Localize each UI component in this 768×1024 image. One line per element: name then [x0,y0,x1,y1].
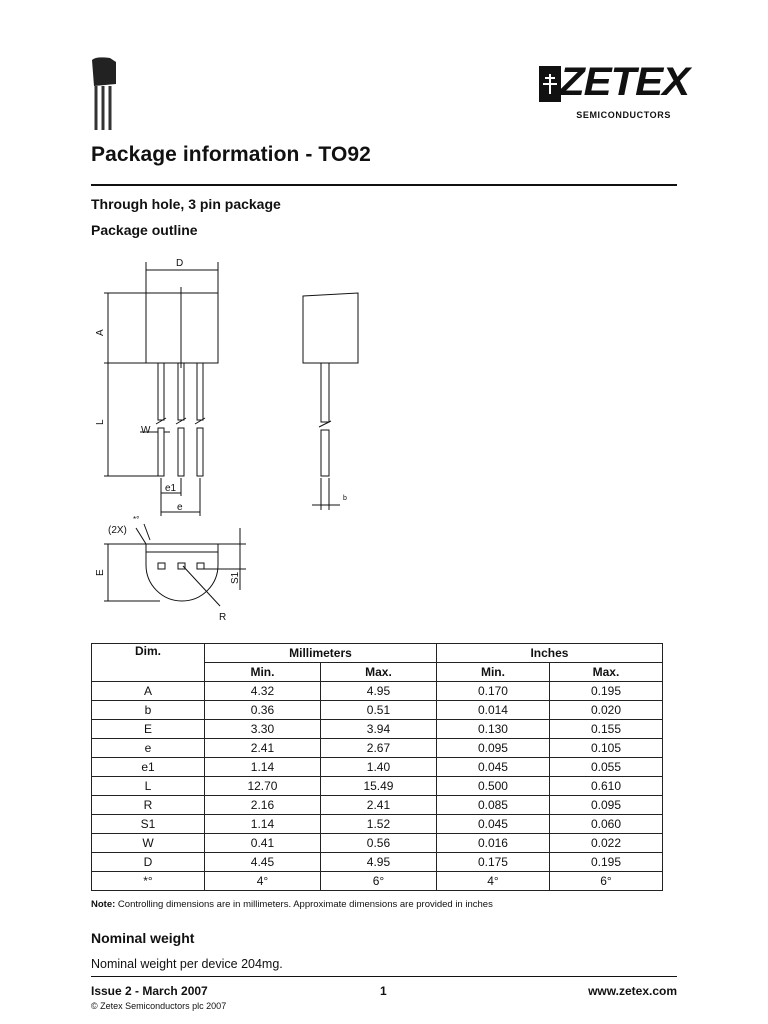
in-max-cell: 0.055 [549,758,662,777]
in-max-cell: 0.195 [549,682,662,701]
page-title: Package information - TO92 [91,143,371,166]
mm-min-cell: 1.14 [205,758,321,777]
dim-label-D: D [176,258,184,269]
table-row [92,834,663,853]
table-row [92,701,663,720]
mm-max-cell: 4.95 [320,853,436,872]
table-note [91,899,493,910]
note-text: Controlling dimensions are in millimeters. Approximate dimensions are provided in inches [115,899,493,910]
mm-min-cell: 4.32 [205,682,321,701]
in-min-cell: 0.045 [436,758,549,777]
dim-header: Dim. [92,644,205,682]
in-min-cell: 0.085 [436,796,549,815]
dim-label-S1: S1 [230,571,241,584]
mm-min-cell: 0.36 [205,701,321,720]
dim-cell: b [92,701,205,720]
lead-middle-lower [178,428,184,476]
weight-text: Nominal weight per device 204mg. [91,957,283,971]
in-min-cell: 0.500 [436,777,549,796]
dimensions-table [91,643,663,891]
in-max-cell: 0.095 [549,796,662,815]
in-max-cell: 0.060 [549,815,662,834]
mm-max-cell: 4.95 [320,682,436,701]
dim-label-L: L [95,419,106,425]
mm-max-header: Max. [320,663,436,682]
dim-cell: R [92,796,205,815]
section-heading-outline: Package outline [91,222,198,238]
logo-subtitle: SEMICONDUCTORS [576,110,671,120]
mm-max-cell: 2.67 [320,739,436,758]
dim-label-e1: e1 [165,483,177,494]
dim-cell: e1 [92,758,205,777]
dim-label-e: e [177,502,183,513]
dim-cell: D [92,853,205,872]
mm-min-cell: 4° [205,872,321,891]
side-body-outline [303,293,358,363]
dim-label-2x: (2X) [108,525,127,536]
dim-cell: W [92,834,205,853]
dim-cell: L [92,777,205,796]
footer-page-number: 1 [380,984,387,998]
footer-issue: Issue 2 - March 2007 [91,984,208,998]
lead-left-upper [158,363,164,420]
dim-label-angle: *° [133,515,140,524]
mm-max-cell: 0.51 [320,701,436,720]
dim-label-b: b [343,495,347,502]
in-max-cell: 0.022 [549,834,662,853]
mm-max-cell: 1.40 [320,758,436,777]
table-row [92,777,663,796]
lead-left-lower [158,428,164,476]
table-row [92,796,663,815]
logo-text: ZETEX [559,60,690,104]
mm-min-cell: 3.30 [205,720,321,739]
dim-label-W: W [141,425,151,436]
note-label: Note: [91,899,116,910]
mm-min-cell: 2.16 [205,796,321,815]
in-min-cell: 0.170 [436,682,549,701]
table-header-row [92,644,663,663]
mm-min-cell: 4.45 [205,853,321,872]
in-max-cell: 0.105 [549,739,662,758]
mm-min-cell: 12.70 [205,777,321,796]
table-row [92,853,663,872]
dim-label-E: E [95,569,106,576]
in-min-cell: 0.130 [436,720,549,739]
in-max-cell: 0.195 [549,853,662,872]
footer-copyright: © Zetex Semiconductors plc 2007 [91,1001,227,1011]
table-row [92,720,663,739]
dim-label-A: A [95,329,106,336]
mm-max-cell: 6° [320,872,436,891]
in-min-cell: 0.014 [436,701,549,720]
in-min-cell: 0.045 [436,815,549,834]
in-min-cell: 4° [436,872,549,891]
in-max-cell: 0.020 [549,701,662,720]
page-subtitle: Through hole, 3 pin package [91,196,281,212]
mm-max-cell: 15.49 [320,777,436,796]
footer-url[interactable]: www.zetex.com [588,984,677,998]
mm-min-cell: 1.14 [205,815,321,834]
mm-header: Millimeters [205,644,437,663]
in-min-cell: 0.175 [436,853,549,872]
in-max-cell: 0.610 [549,777,662,796]
mm-max-cell: 3.94 [320,720,436,739]
dim-cell: A [92,682,205,701]
in-min-header: Min. [436,663,549,682]
in-min-cell: 0.095 [436,739,549,758]
inches-header: Inches [436,644,662,663]
in-max-header: Max. [549,663,662,682]
lead-right-upper [197,363,203,420]
footer-divider [91,976,677,977]
table-row [92,758,663,777]
mm-min-cell: 2.41 [205,739,321,758]
mm-min-header: Min. [205,663,321,682]
mm-min-cell: 0.41 [205,834,321,853]
front-body-outline [146,293,218,363]
mm-max-cell: 1.52 [320,815,436,834]
dim-label-R: R [219,612,227,623]
table-row [92,739,663,758]
dim-cell: e [92,739,205,758]
mm-max-cell: 2.41 [320,796,436,815]
mm-max-cell: 0.56 [320,834,436,853]
table-row [92,815,663,834]
weight-heading: Nominal weight [91,930,195,946]
dim-cell: *° [92,872,205,891]
lead-middle-upper [178,363,184,420]
in-max-cell: 0.155 [549,720,662,739]
in-min-cell: 0.016 [436,834,549,853]
table-row [92,872,663,891]
dim-cell: S1 [92,815,205,834]
in-max-cell: 6° [549,872,662,891]
lead-right-lower [197,428,203,476]
dim-cell: E [92,720,205,739]
table-row [92,682,663,701]
